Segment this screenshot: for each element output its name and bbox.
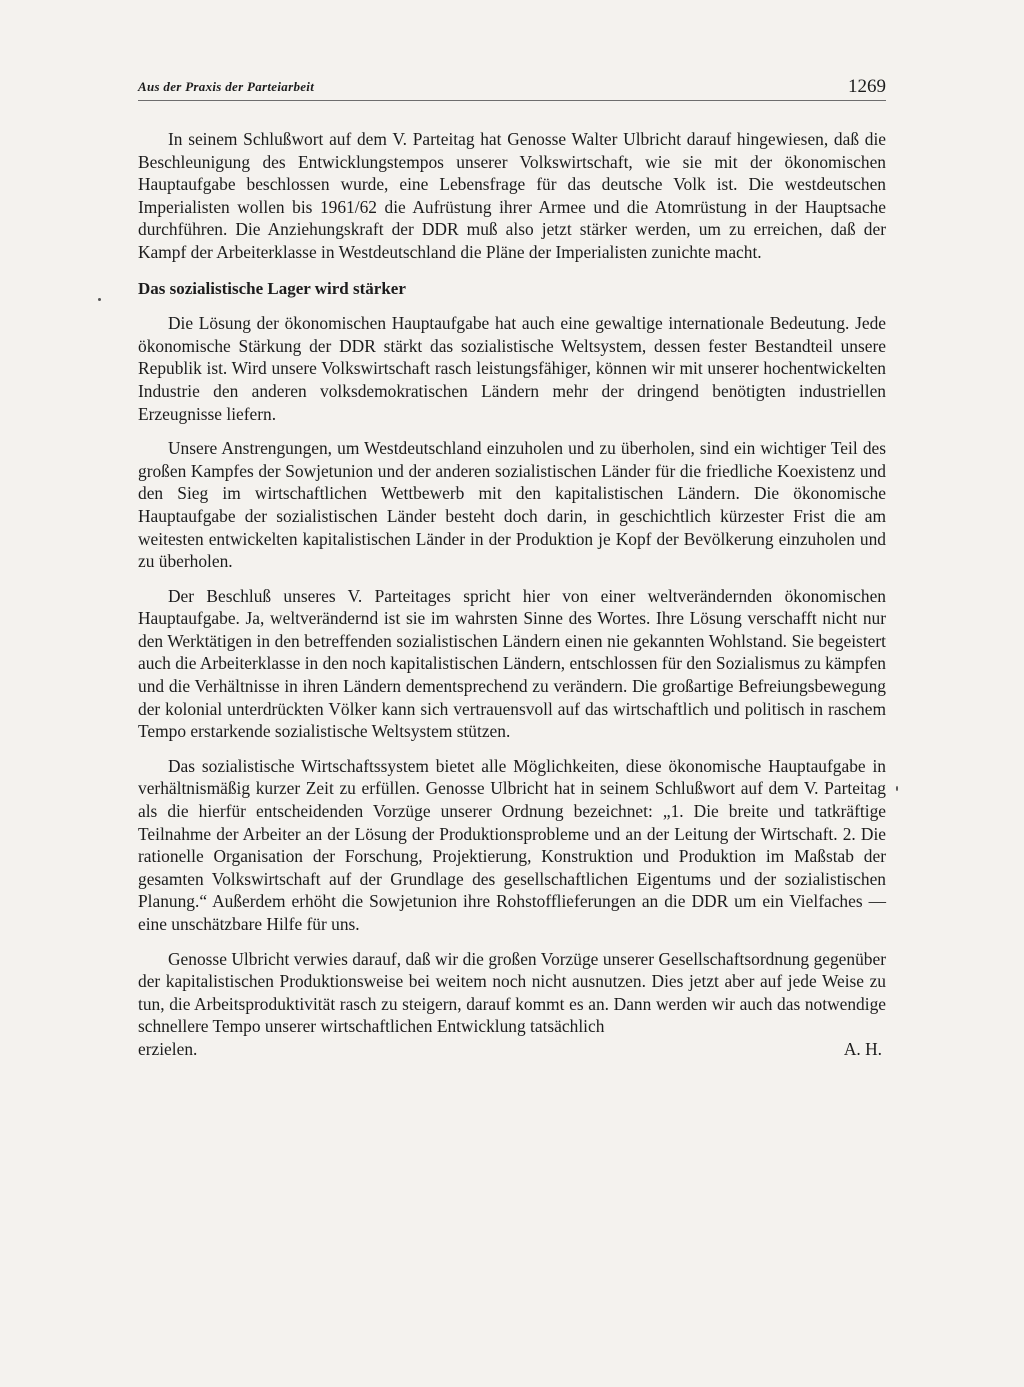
paragraph: Das sozialistische Wirtschaftssystem bietet alle Möglichkeiten, diese ökonomische Hauptaufgabe in verhältnismäßig kurzer Zeit zu erfüllen. Genosse Ulbricht hat in seinem Schlußwort auf dem V. Parteitag als die hierfür entscheidenden Vorzüge unserer Ordnung bezeichnet: „1. Die breite und tatkräftige Teilnahme der Arbeiter an der Lösung der Produktionsprobleme und an der Leitung der Wirtschaft. 2. Die rationelle Organisation der Forschung, Projektierung, Konstruktion und Produktion im Maßstab der gesamten Volkswirtschaft auf der Grundlage des gesellschaftlichen Eigentums und der sozialistischen Planung.“ Außerdem erhöht die Sowjetunion ihre Rohstofflieferungen an die DDR um ein Vielfaches — eine unschätzbare Hilfe für uns.	[138, 755, 886, 934]
paragraph: Unsere Anstrengungen, um Westdeutschland einzuholen und zu überholen, sind ein wichtiger Teil des großen Kampfes der Sowjetunion und der anderen sozialistischen Länder für die friedliche Koexistenz und den Sieg im wirtschaftlichen Wettbewerb mit den kapitalistischen Ländern. Die ökonomische Hauptaufgabe der sozialistischen Länder besteht doch darin, in geschichtlich kürzester Frist die am weitesten entwickelten kapitalistischen Länder in der Produktion je Kopf der Bevölkerung einzuholen und zu überholen.	[138, 438, 886, 572]
scan-speck	[98, 298, 101, 301]
paragraph-gap	[138, 743, 886, 755]
scan-speck	[896, 786, 898, 791]
author-signature: A. H.	[843, 1038, 882, 1059]
article-body	[138, 128, 886, 1061]
section-heading: Das sozialistische Lager wird stärker	[138, 278, 406, 298]
page-header	[138, 76, 886, 102]
paragraph-gap	[138, 573, 886, 585]
paragraph: Genosse Ulbricht verwies darauf, daß wir die großen Vorzüge unserer Gesellschaftsordnung gegenüber der kapitalistischen Produktionsweise bei weitem noch nicht ausnutzen. Dies jetzt aber auf jede Weise zu tun, die Arbeitsproduktivität rasch zu steigern, darauf kommt es an. Dann werden wir auch das notwendige schnellere Tempo unserer wirtschaftlichen Entwicklung tatsächlich	[138, 948, 886, 1037]
paragraph-gap	[138, 425, 886, 437]
running-title: Aus der Praxis der Parteiarbeit	[138, 79, 315, 94]
paragraph-intro: In seinem Schlußwort auf dem V. Parteitag hat Genosse Walter Ulbricht darauf hingewiesen, daß die Beschleunigung des Entwicklungstempos unserer Volkswirtschaft, wie sie mit der ökonomischen Hauptaufgabe beschlossen wurde, eine Lebensfrage für das deutsche Volk ist. Die westdeutschen Imperialisten wollen bis 1961/62 die Aufrüstung ihrer Armee und die Atomrüstung in der Hauptsache durchführen. Die Anziehungskraft der DDR muß also jetzt stärker werden, um zu erreichen, daß der Kampf der Arbeiterklasse in Westdeutschland die Pläne der Imperialisten zunichte macht.	[138, 129, 886, 262]
paragraph: Die Lösung der ökonomischen Hauptaufgabe hat auch eine gewaltige internationale Bedeutung. Jede ökonomische Stärkung der DDR stärkt das sozialistische Weltsystem, dessen fester Bestandteil unsere Republik ist. Wird unsere Volkswirtschaft rasch leistungsfähiger, können wir mit unserer hochentwickelten Industrie den anderen volksdemokratischen Ländern mehr der dringend benötigten industriellen Erzeugnisse liefern.	[138, 313, 886, 424]
closing-word: erzielen.	[138, 1038, 198, 1059]
header-rule	[138, 100, 886, 101]
page-number: 1269	[848, 76, 886, 97]
paragraph-gap	[138, 936, 886, 948]
closing-line	[138, 1038, 886, 1061]
paragraph: Der Beschluß unseres V. Parteitages spricht hier von einer weltverändernden ökonomischen Hauptaufgabe. Ja, weltverändernd ist sie im wahrsten Sinne des Wortes. Ihre Lösung verschafft nicht nur den Werktätigen in den betreffenden sozialistischen Ländern einen nie gekannten Wohlstand. Sie begeistert auch die Arbeiterklasse in den noch kapitalistischen Ländern, entschlossen für den Sozialismus zu kämpfen und die Verhältnisse in ihren Ländern dementsprechend zu verändern. Die großartige Befreiungsbewegung der kolonial unterdrückten Völker kann sich vertrauensvoll auf das wirtschaftlich und politisch in raschem Tempo erstarkende sozialistische Weltsystem stützen.	[138, 585, 886, 742]
